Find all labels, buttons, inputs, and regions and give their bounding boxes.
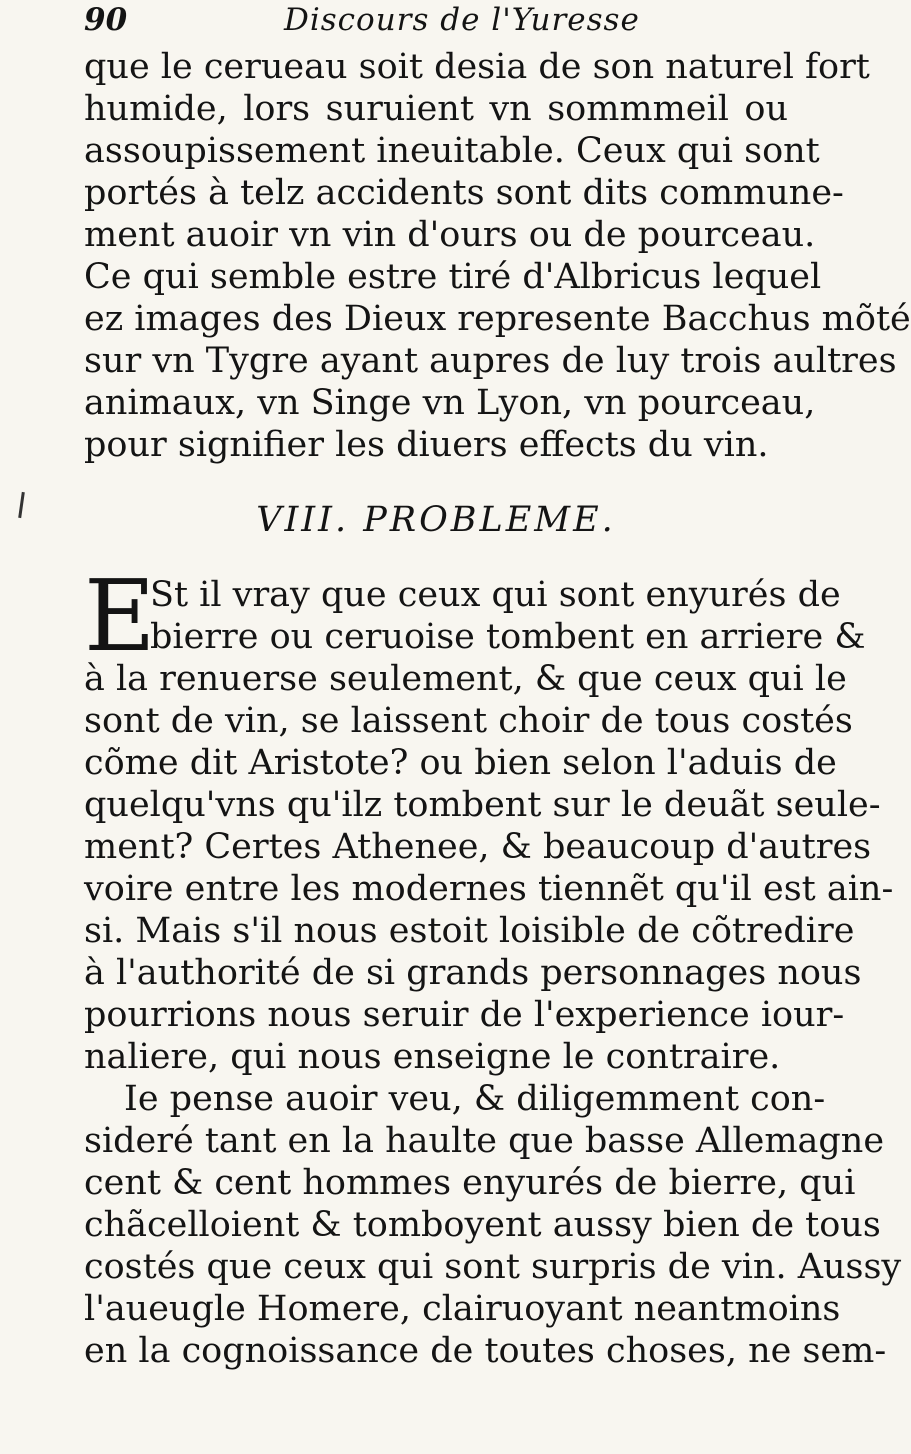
text-line: cõme dit Aristote? ou bien selon l'aduis de: [84, 743, 837, 783]
text-line: à la renuerse seulement, & que ceux qui le: [84, 659, 847, 699]
text-line: assoupissement ineuitable. Ceux qui sont: [84, 131, 820, 171]
section-heading: VIII. PROBLEME.: [256, 500, 616, 540]
text-line: animaux, vn Singe vn Lyon, vn pourceau,: [84, 383, 816, 423]
text-line: bierre ou ceruoise tombent en arriere &: [150, 617, 866, 657]
text-line: sont de vin, se laissent choir de tous costés: [84, 701, 853, 741]
top-paragraph: [84, 46, 911, 466]
text-line: pour signifier les diuers effects du vin.: [84, 425, 769, 465]
text-line: quelqu'vns qu'ilz tombent sur le deuãt seule-: [84, 785, 881, 825]
text-line: cent & cent hommes enyurés de bierre, qui: [84, 1163, 856, 1203]
text-line: en la cognoissance de toutes choses, ne sem-: [84, 1331, 887, 1371]
running-head: Discours de l'Yuresse: [284, 2, 640, 38]
text-line: Ie pense auoir veu, & diligemment con-: [124, 1079, 826, 1119]
text-line: chãcelloient & tomboyent aussy bien de tous: [84, 1205, 881, 1245]
text-line: que le cerueau soit desia de son naturel fort: [84, 47, 870, 87]
text-line: Ce qui semble estre tiré d'Albricus lequel: [84, 257, 822, 297]
text-line: l'aueugle Homere, clairuoyant neantmoins: [84, 1289, 841, 1329]
margin-mark: [18, 492, 25, 518]
page-header: [84, 0, 788, 46]
page-number: 90: [84, 2, 128, 38]
text-line: ment auoir vn vin d'ours ou de pourceau.: [84, 215, 816, 255]
text-line: portés à telz accidents sont dits commune-: [84, 173, 844, 213]
text-line: naliere, qui nous enseigne le contraire.: [84, 1037, 781, 1077]
text-line: ment? Certes Athenee, & beaucoup d'autres: [84, 827, 872, 867]
text-line: sur vn Tygre ayant aupres de luy trois aultres: [84, 341, 897, 381]
problem-paragraph: [84, 560, 894, 1078]
drop-cap: E: [84, 560, 156, 674]
text-line: pourrions nous seruir de l'experience iour-: [84, 995, 845, 1035]
text-line: si. Mais s'il nous estoit loisible de cõtredire: [84, 911, 855, 951]
text-line: humide, lors suruient vn sommmeil ou: [84, 89, 788, 129]
text-line: ez images des Dieux represente Bacchus mõté: [84, 299, 911, 339]
text-line: voire entre les modernes tiennẽt qu'il est ain-: [84, 869, 894, 909]
text-line: St il vray que ceux qui sont enyurés de: [150, 575, 841, 615]
next-paragraph: [84, 1078, 902, 1372]
text-line: sideré tant en la haulte que basse Allemagne: [84, 1121, 885, 1161]
text-line: à l'authorité de si grands personnages nous: [84, 953, 862, 993]
text-line: costés que ceux qui sont surpris de vin. Aussy: [84, 1247, 902, 1287]
